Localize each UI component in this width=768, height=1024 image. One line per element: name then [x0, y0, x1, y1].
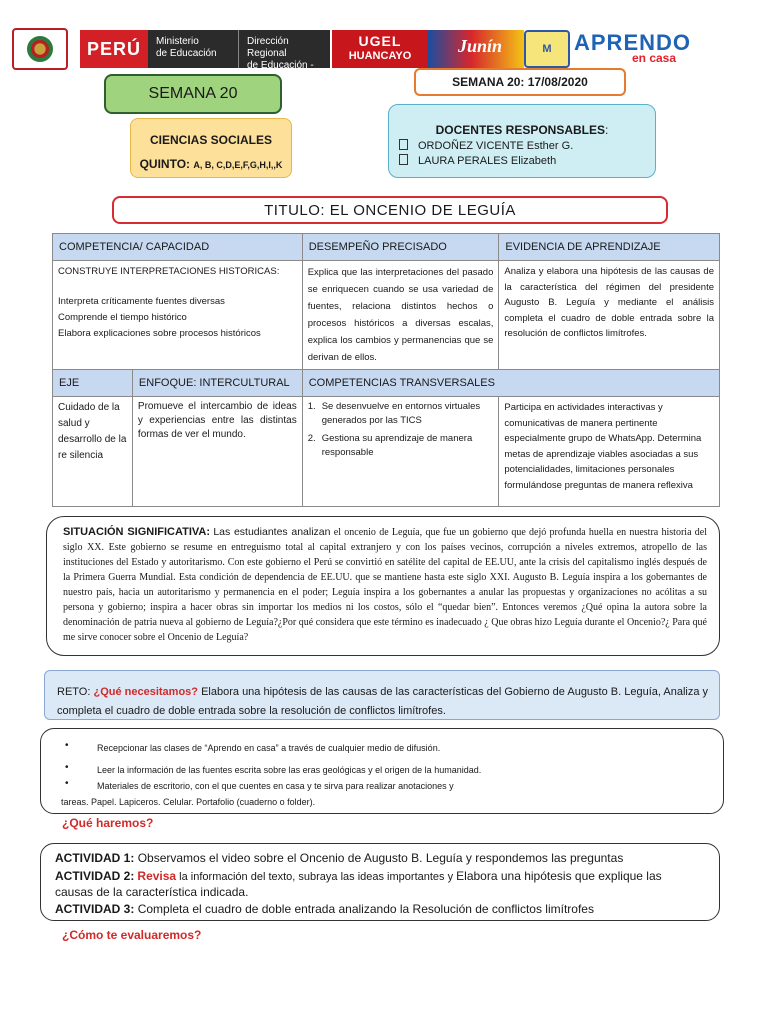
aprendo-en-casa-logo	[574, 30, 698, 68]
junin-logo	[428, 30, 524, 68]
bullet-icon: •	[65, 762, 69, 773]
col-eje: EJE	[53, 370, 133, 397]
situacion-text: el oncenio de Leguía, que fue un gobierno que dejó profunda huella en nuestra historia del siglo XX. Este gobierno se resume en entreguismo total al capital extranjero y con los países vecinos, corrupción a niveles extremos, atropello de las instituciones del Estado y autoritarismo. Con este gobierno el Perú se convirtió en satélite del capital de EE.UU, ante la crisis del capitalismo inglés después de la Primera Guerra Mundial. Esta condición de dependencia de EE.UU. que se mantiene hasta este siglo XXI. Augusto B. Leguía inspira a los gobernantes de nuestro país, hacia un autoritarismo y permanencia en el poder; Leguía inspira a los gobernantes a anular las propuestas y organizaciones no acólitas a su persona y gobierno; inspira a hacer obras sin importar los medios ni los costos, sólo el “quedar bien”. Entonces veremos ¿Qué opina la autora sobre la denominación de patria nueva al gobierno de Leguía?¿Por qué considera que este término es inadecuado ¿ Que obras hizo Leguía durante el Oncenio?¿ Para qué me sirve conocer sobre el Oncenio de Leguía?	[63, 527, 708, 643]
docentes-title: DOCENTES RESPONSABLES:	[435, 123, 609, 137]
docentes-box	[388, 104, 656, 178]
table-header-row	[53, 234, 720, 261]
en-casa-text: en casa	[632, 51, 677, 65]
bullet-icon: •	[65, 740, 69, 751]
minedu-logo	[148, 30, 238, 68]
situacion-lead: Las estudiantes analizan	[213, 526, 331, 538]
planning-table	[52, 233, 720, 507]
list-item: Materiales de escritorio, con el que cuentes en casa y te sirva para realizar anotaciones y	[97, 781, 454, 791]
list-item: Recepcionar las clases de “Aprendo en casa” a través de cualquier medio de difusión.	[97, 743, 441, 753]
school-badge-icon: M	[524, 30, 570, 68]
actividad-2-cont: causas de la característica indicada.	[55, 885, 249, 899]
como-evaluaremos-heading: ¿Cómo te evaluaremos?	[62, 928, 202, 942]
table-header-row	[53, 370, 720, 397]
junin-text: Junín	[458, 36, 503, 56]
page-title: TITULO: EL ONCENIO DE LEGUÍA	[112, 196, 668, 224]
col-desempeno: DESEMPEÑO PRECISADO	[302, 234, 499, 261]
grado-line	[131, 157, 291, 171]
situacion-label: SITUACIÓN SIGNIFICATIVA:	[63, 526, 211, 538]
semana-box: SEMANA 20	[104, 74, 282, 114]
enfoque-cell: Promueve el intercambio de ideas y experiencias entre las distintas formas de ver el mundo.	[132, 397, 302, 507]
transversales-cell: 1. Se desenvuelve en entornos virtuales generados por las TICS 2. Gestiona su aprendizaje de manera responsable	[302, 397, 499, 507]
peru-logo: PERÚ	[80, 30, 148, 68]
fecha-box: SEMANA 20: 17/08/2020	[414, 68, 626, 96]
col-transversales: COMPETENCIAS TRANSVERSALES	[302, 370, 719, 397]
situacion-significativa	[46, 516, 720, 656]
checkbox-bullet-icon	[399, 139, 408, 150]
actividad-1: ACTIVIDAD 1: Observamos el video sobre el Oncenio de Augusto B. Leguía y respondemos las preguntas	[55, 851, 624, 865]
minedu-line1: Ministerio	[156, 36, 199, 47]
table-row	[53, 397, 720, 507]
bullet-icon: •	[65, 778, 69, 789]
list-item: Leer la información de las fuentes escrita sobre las eras geológicas y el origen de la humanidad.	[97, 765, 482, 775]
secciones-label: A, B, C,D,E,F,G,H,I,,K	[193, 160, 283, 170]
grado-label: QUINTO:	[139, 157, 191, 171]
reto-box	[44, 670, 720, 720]
desempeno-cell: Explica que las interpretaciones del pasado se enriquecen cuando se usa variedad de fuentes, relaciona distintos hechos o procesos históricos a diversas escalas, explica los cambios y permanencias que se derivan de ellos.	[302, 261, 499, 370]
actividad-3: ACTIVIDAD 3: Completa el cuadro de doble entrada analizando la Resolución de conflictos limítrofes	[55, 902, 594, 916]
ugel-name: UGEL	[358, 33, 402, 49]
docente-item: LAURA PERALES Elizabeth	[399, 154, 556, 167]
dre-logo	[238, 30, 330, 71]
dre-line2: de Educación -	[247, 60, 314, 71]
competencia-cell: CONSTRUYE INTERPRETACIONES HISTORICAS: Interpreta críticamente fuentes diversas Comprende el tiempo histórico Elabora explicaciones sobre procesos históricos	[53, 261, 303, 370]
peru-crest-icon	[12, 28, 68, 70]
reto-question: ¿Qué necesitamos?	[93, 686, 199, 698]
ugel-city: HUANCAYO	[348, 50, 412, 62]
dre-line1: Dirección Regional	[247, 36, 289, 59]
minedu-line2: de Educación	[156, 48, 217, 59]
reto-label: RETO:	[57, 686, 91, 698]
evidencia-cell: Analiza y elabora una hipótesis de las causas de la característica del régimen del presidente Augusto B. Leguía y mediante el análisis completa el cuadro de doble entrada sobre la resolución de conflictos limítrofes.	[499, 261, 720, 370]
reto-text: Elabora una hipótesis de las causas de las características del Gobierno de Augusto B. Leguía, Analiza y completa el cuadro de doble entrada sobre la resolución de conflictos limítrofes.	[57, 686, 709, 717]
materiales-box	[40, 728, 724, 814]
transversal-evidencia-cell: Participa en actividades interactivas y comunicativas de manera pertinente especialmente grupo de WhatsApp. Determina metas de aprendizaje viables asociadas a sus potencialidades, limitaciones personales formulándose preguntas de manera reflexiva	[499, 397, 720, 507]
col-evidencia: EVIDENCIA DE APRENDIZAJE	[499, 234, 720, 261]
header-logo-bar	[12, 26, 698, 72]
que-haremos-heading: ¿Qué haremos?	[62, 816, 154, 830]
table-row	[53, 261, 720, 370]
checkbox-bullet-icon	[399, 154, 408, 165]
eje-cell: Cuidado de la salud y desarrollo de la re silencia	[53, 397, 133, 507]
ugel-logo	[332, 30, 428, 68]
area-label: CIENCIAS SOCIALES	[149, 133, 272, 147]
docente-item: ORDOÑEZ VICENTE Esther G.	[399, 139, 573, 152]
col-competencia: COMPETENCIA/ CAPACIDAD	[53, 234, 303, 261]
actividades-box	[40, 843, 720, 921]
col-enfoque: ENFOQUE: INTERCULTURAL	[132, 370, 302, 397]
curso-box	[130, 118, 292, 178]
aprendo-text: APRENDO	[574, 30, 692, 55]
actividad-2: ACTIVIDAD 2: Revisa la información del texto, subraya las ideas importantes y Elabora una hipótesis que explique las	[55, 869, 662, 883]
list-item-continuation: tareas. Papel. Lapiceros. Celular. Portafolio (cuaderno o folder).	[61, 797, 316, 807]
